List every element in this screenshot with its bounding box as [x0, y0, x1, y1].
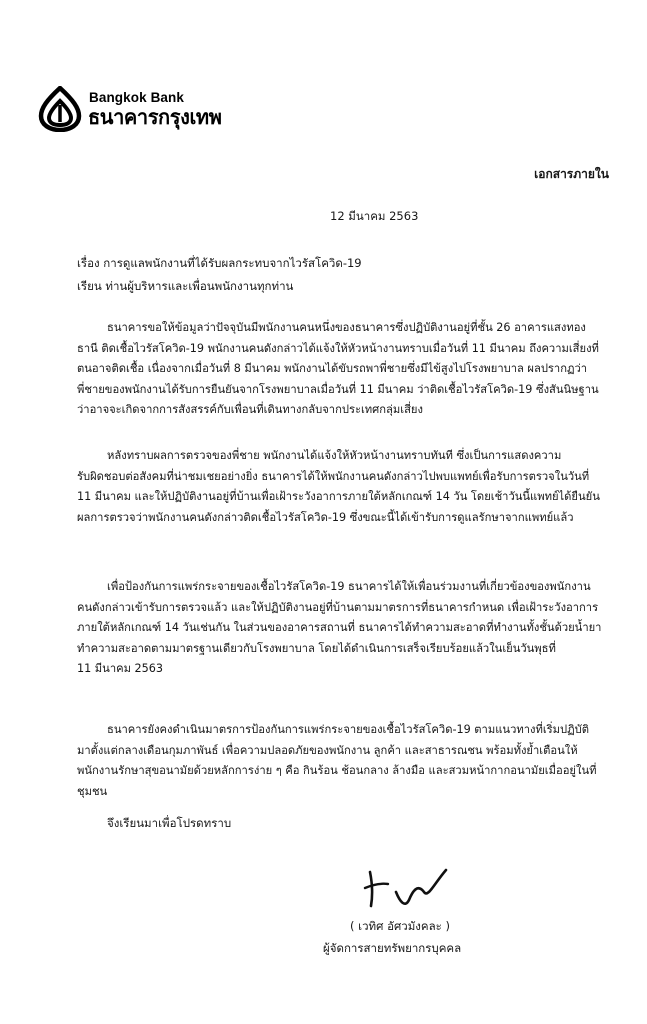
- closing-line: จึงเรียนมาเพื่อโปรดทราบ: [107, 816, 232, 830]
- paragraph-line: เพื่อป้องกันการแพร่กระจายของเชื้อไวรัสโควิด-19 ธนาคารได้ให้เพื่อนร่วมงานที่เกี่ยวข้องของพนักงาน: [107, 580, 591, 593]
- signer-title: ผู้จัดการสายทรัพยากรบุคคล: [323, 941, 462, 955]
- paragraph-line: ชุมชน: [77, 784, 108, 798]
- paragraph-line: ผลการตรวจว่าพนักงานคนดังกล่าวติดเชื้อไวรัสโควิด-19 ซึ่งขณะนี้ได้เข้ารับการดูแลรักษาจากแพทย์แล้ว: [77, 510, 574, 524]
- signature: [362, 862, 452, 914]
- bank-logo: [38, 86, 278, 134]
- letter-subject: เรื่อง การดูแลพนักงานที่ได้รับผลกระทบจากไวรัสโควิด-19: [77, 256, 362, 270]
- paragraph-1: [77, 318, 617, 421]
- paragraph-3: [77, 577, 617, 680]
- paragraph-line: 11 มีนาคม และให้ปฏิบัติงานอยู่ที่บ้านเพื่อเฝ้าระวังอาการภายใต้หลักเกณฑ์ 14 วัน โดยเช้าวันนี้แพทย์ได้ยืนยัน: [77, 490, 600, 503]
- signer-name: ( เวทิศ อัศวมังคละ ): [350, 919, 450, 933]
- lotus-logo-icon: [38, 86, 82, 132]
- paragraph-line: หลังทราบผลการตรวจของพี่ชาย พนักงานได้แจ้งให้หัวหน้างานทราบทันที ซึ่งเป็นการแสดงความ: [107, 449, 562, 462]
- paragraph-line: ภายใต้หลักเกณฑ์ 14 วันเช่นกัน ในส่วนของอาคารสถานที่ ธนาคารได้ทำความสะอาดที่ทำงานทั้งชั้นด้วยน้ำยา: [77, 621, 602, 634]
- paragraph-4: [77, 720, 617, 802]
- classification-label: เอกสารภายใน: [534, 167, 609, 181]
- paragraph-line: ทำความสะอาดตามมาตรฐานเดียวกับโรงพยาบาล โดยได้ดำเนินการเสร็จเรียบร้อยแล้วในเย็นวันพุธที่: [77, 641, 556, 655]
- letter-date: 12 มีนาคม 2563: [330, 209, 419, 223]
- paragraph-line: คนดังกล่าวเข้ารับการตรวจแล้ว และให้ปฏิบัติงานอยู่ที่บ้านตามมาตรการที่ธนาคารกำหนด เพื่อเฝ้าระวังอาการ: [77, 600, 599, 614]
- paragraph-2: [77, 446, 617, 528]
- paragraph-line: มาตั้งแต่กลางเดือนกุมภาพันธ์ เพื่อความปลอดภัยของพนักงาน ลูกค้า และสาธารณชน พร้อมทั้งย้ำเตือนให้: [77, 743, 578, 757]
- paragraph-line: รับผิดชอบต่อสังคมที่น่าชมเชยอย่างยิ่ง ธนาคารได้ให้พนักงานคนดังกล่าวไปพบแพทย์เพื่อรับการตรวจในวันที่: [77, 469, 590, 483]
- paragraph-line: ธานี ติดเชื้อไวรัสโควิด-19 พนักงานคนดังกล่าวได้แจ้งให้หัวหน้างานทราบเมื่อวันที่ 11 มีนาคม ถึงความเสี่ยงที่: [77, 341, 599, 355]
- letter-recipient: เรียน ท่านผู้บริหารและเพื่อนพนักงานทุกท่าน: [77, 279, 294, 293]
- paragraph-line: พนักงานรักษาสุขอนามัยด้วยหลักการง่าย ๆ คือ กินร้อน ช้อนกลาง ล้างมือ และสวมหน้ากากอนามัยเมื่ออยู่ในที่: [77, 764, 597, 777]
- paragraph-line: ธนาคารยังคงดำเนินมาตรการป้องกันการแพร่กระจายของเชื้อไวรัสโควิด-19 ตามแนวทางที่เริ่มปฏิบัติ: [107, 723, 590, 736]
- paragraph-line: ว่าอาจจะเกิดจากการสังสรรค์กับเพื่อนที่เดินทางกลับจากประเทศกลุ่มเสี่ยง: [77, 403, 423, 416]
- paragraph-line: 11 มีนาคม 2563: [77, 662, 163, 675]
- paragraph-line: ตนอาจติดเชื้อ เนื่องจากเมื่อวันที่ 8 มีนาคม พนักงานได้ขับรถพาพี่ชายซึ่งมีไข้สูงไปโรงพยาบาล ผลปรากฏว่า: [77, 362, 588, 375]
- paragraph-line: ธนาคารขอให้ข้อมูลว่าปัจจุบันมีพนักงานคนหนึ่งของธนาคารซึ่งปฏิบัติงานอยู่ที่ชั้น 26 อาคารแสงทอง: [107, 321, 586, 334]
- bank-name-en: Bangkok Bank: [89, 90, 184, 105]
- bank-name-th: ธนาคารกรุงเทพ: [88, 105, 222, 129]
- paragraph-line: พี่ชายของพนักงานได้รับการยืนยันจากโรงพยาบาลเมื่อวันที่ 11 มีนาคม ว่าติดเชื้อไวรัสโควิด-19 ซึ่งสันนิษฐาน: [77, 382, 599, 396]
